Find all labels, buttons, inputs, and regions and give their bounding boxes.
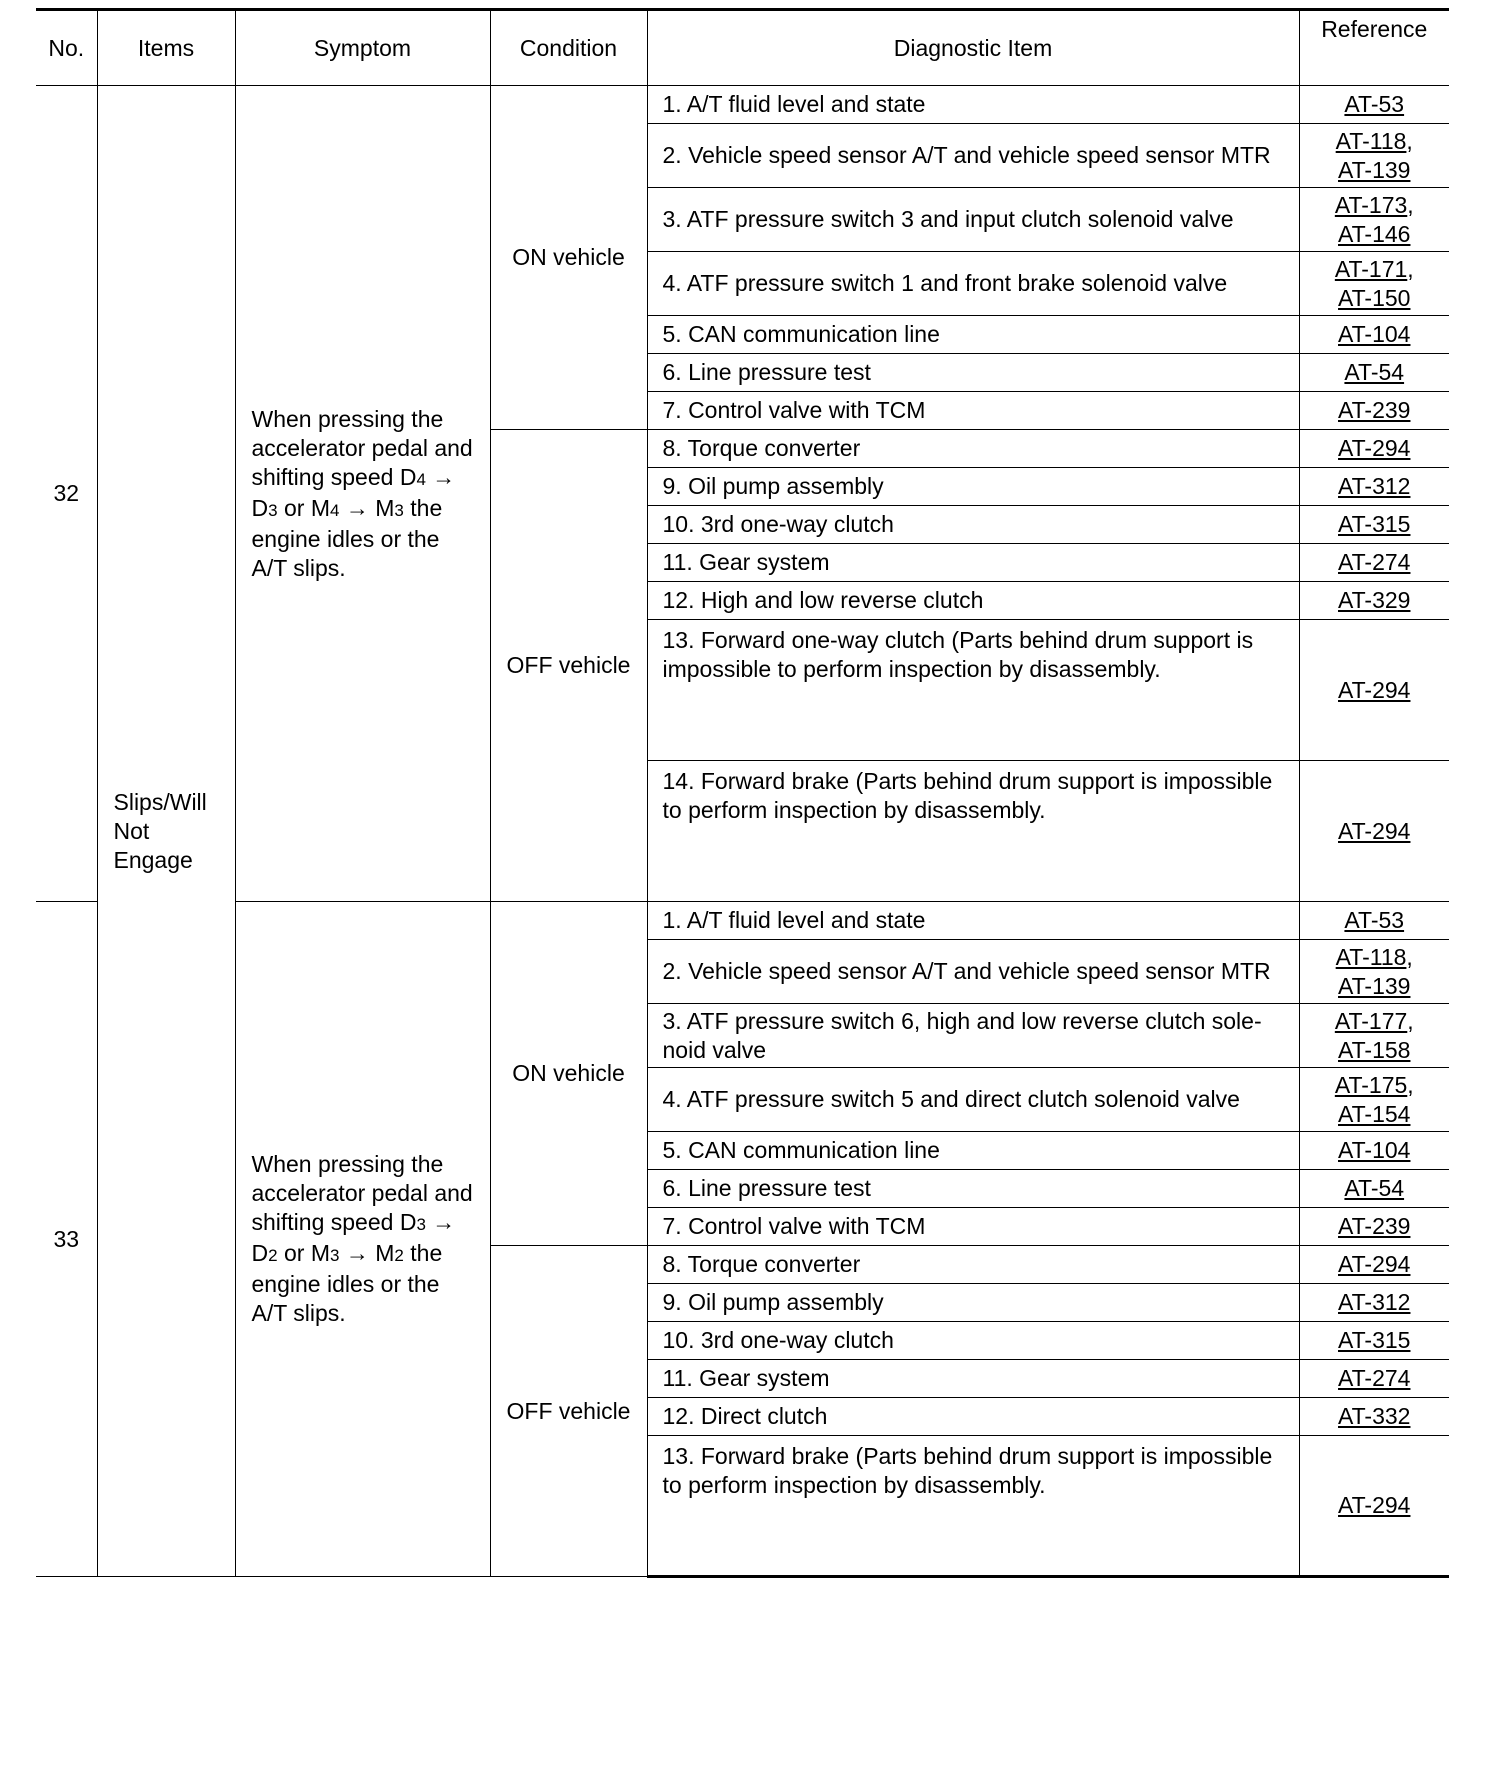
reference-link[interactable]: AT-118	[1335, 943, 1407, 970]
diagnostic-item: 8. Torque converter	[647, 430, 1299, 468]
diagnostic-item: 6. Line pressure test	[647, 354, 1299, 392]
symptom-cell	[235, 902, 490, 1577]
header-items: Items	[97, 10, 235, 86]
reference-link[interactable]: AT-154	[1338, 1100, 1411, 1127]
symptom-cell	[235, 86, 490, 902]
reference-cell	[1299, 1360, 1449, 1398]
header-row	[36, 10, 1449, 86]
gear-subscript: 3	[268, 500, 278, 520]
gear-subscript: 2	[268, 1246, 278, 1265]
table-row	[36, 86, 1449, 124]
reference-link[interactable]: AT-118	[1335, 127, 1407, 154]
reference-cell	[1299, 1246, 1449, 1284]
reference-link[interactable]: AT-139	[1338, 972, 1411, 999]
reference-link[interactable]: AT-177	[1334, 1007, 1408, 1034]
diagnostic-item: 1. A/T fluid level and state	[647, 902, 1299, 940]
diagnostic-item: 9. Oil pump assembly	[647, 1284, 1299, 1322]
symptom-text: or M	[277, 494, 330, 521]
reference-cell: AT-118, AT-139	[1299, 124, 1449, 188]
symptom-text: When pressing the accelerator pedal and shifting speed D	[251, 405, 473, 490]
reference-cell	[1299, 1436, 1449, 1577]
items-cell: Slips/Will Not Engage	[97, 86, 235, 1577]
symptom-text: → D	[251, 463, 456, 521]
symptom-text: → M	[339, 494, 395, 521]
diagnostic-item: 10. 3rd one-way clutch	[647, 506, 1299, 544]
reference-link[interactable]: AT-332	[1338, 1403, 1411, 1429]
diagnostic-item: 10. 3rd one-way clutch	[647, 1322, 1299, 1360]
symptom-text: or M	[277, 1240, 330, 1266]
reference-cell	[1299, 392, 1449, 430]
reference-cell: AT-173, AT-146	[1299, 188, 1449, 252]
reference-link[interactable]: AT-175	[1334, 1071, 1408, 1098]
reference-link[interactable]: AT-104	[1338, 1137, 1411, 1163]
symptom-text: When pressing the accelerator pedal and shifting speed D	[251, 1151, 473, 1235]
reference-link[interactable]: AT-54	[1344, 359, 1405, 385]
reference-link[interactable]: AT-274	[1338, 549, 1411, 575]
symptom-text: the engine idles or the A/T slips.	[251, 1240, 443, 1326]
reference-cell	[1299, 1208, 1449, 1246]
reference-link[interactable]: AT-312	[1338, 473, 1411, 499]
reference-link[interactable]: AT-274	[1338, 1365, 1411, 1391]
gear-subscript: 2	[394, 1246, 404, 1265]
diagnostic-item: 2. Vehicle speed sensor A/T and vehicle speed sensor MTR	[647, 124, 1299, 188]
diagnostic-item: 2. Vehicle speed sensor A/T and vehicle speed sensor MTR	[647, 940, 1299, 1004]
gear-subscript: 3	[329, 1246, 340, 1265]
diagnostic-item: 4. ATF pressure switch 1 and front brake solenoid valve	[647, 252, 1299, 316]
table-row	[36, 902, 1449, 940]
reference-cell	[1299, 316, 1449, 354]
reference-link[interactable]: AT-171	[1334, 255, 1408, 282]
reference-cell	[1299, 468, 1449, 506]
reference-link[interactable]: AT-139	[1338, 156, 1411, 183]
diagnostic-item: 11. Gear system	[647, 544, 1299, 582]
reference-link[interactable]: AT-312	[1338, 1289, 1411, 1315]
reference-cell	[1299, 1322, 1449, 1360]
diagnostic-item: 1. A/T fluid level and state	[647, 86, 1299, 124]
diagnostic-item: 6. Line pressure test	[647, 1170, 1299, 1208]
diagnostic-item: 11. Gear system	[647, 1360, 1299, 1398]
diagnostic-item: 12. Direct clutch	[647, 1398, 1299, 1436]
symptom-text: → M	[339, 1240, 395, 1266]
diagnostic-item: 3. ATF pressure switch 6, high and low reverse clutch sole-noid valve	[647, 1004, 1299, 1068]
header-condition: Condition	[490, 10, 647, 86]
gear-subscript: 3	[416, 1215, 426, 1234]
reference-cell	[1299, 430, 1449, 468]
header-diagnostic-item: Diagnostic Item	[647, 10, 1299, 86]
reference-cell	[1299, 1398, 1449, 1436]
row-number: 33	[36, 902, 97, 1577]
reference-link[interactable]: AT-173	[1334, 191, 1408, 218]
gear-subscript: 4	[329, 500, 340, 520]
symptom-text: → D	[251, 1209, 456, 1266]
diagnostic-item: 13. Forward one-way clutch (Parts behind drum support is impossible to perform inspection by disassembly.	[647, 620, 1299, 761]
reference-link[interactable]: AT-329	[1338, 587, 1411, 613]
diagnostic-item: 7. Control valve with TCM	[647, 392, 1299, 430]
reference-cell: AT-177, AT-158	[1299, 1004, 1449, 1068]
reference-link[interactable]: AT-294	[1338, 435, 1411, 461]
reference-link[interactable]: AT-54	[1344, 1175, 1405, 1201]
header-no: No.	[36, 10, 97, 86]
diagnostic-item: 7. Control valve with TCM	[647, 1208, 1299, 1246]
reference-cell	[1299, 902, 1449, 940]
diagnostic-item: 14. Forward brake (Parts behind drum support is impossible to perform inspection by disassembly.	[647, 761, 1299, 902]
gear-subscript: 4	[416, 469, 426, 489]
reference-cell: AT-175, AT-154	[1299, 1068, 1449, 1132]
symptom-text: the engine idles or the A/T slips.	[251, 494, 443, 581]
diagnostic-item: 8. Torque converter	[647, 1246, 1299, 1284]
reference-link[interactable]: AT-146	[1338, 220, 1411, 247]
diagnostic-item: 5. CAN communication line	[647, 1132, 1299, 1170]
reference-link[interactable]: AT-239	[1338, 397, 1411, 423]
reference-cell: AT-118, AT-139	[1299, 940, 1449, 1004]
reference-cell: AT-171, AT-150	[1299, 252, 1449, 316]
reference-cell	[1299, 506, 1449, 544]
reference-link[interactable]: AT-239	[1338, 1213, 1411, 1239]
reference-cell	[1299, 544, 1449, 582]
reference-cell	[1299, 1170, 1449, 1208]
reference-cell	[1299, 1132, 1449, 1170]
condition-off-vehicle: OFF vehicle	[490, 430, 647, 902]
reference-cell	[1299, 761, 1449, 902]
reference-cell	[1299, 1284, 1449, 1322]
reference-cell	[1299, 620, 1449, 761]
header-reference: Reference	[1299, 10, 1449, 86]
condition-on-vehicle: ON vehicle	[490, 86, 647, 430]
condition-off-vehicle: OFF vehicle	[490, 1246, 647, 1577]
diagnostic-item: 5. CAN communication line	[647, 316, 1299, 354]
diagnostic-item: 3. ATF pressure switch 3 and input clutch solenoid valve	[647, 188, 1299, 252]
row-number: 32	[36, 86, 97, 902]
reference-link[interactable]: AT-294	[1338, 1492, 1411, 1518]
diagnostic-item: 12. High and low reverse clutch	[647, 582, 1299, 620]
reference-link[interactable]: AT-294	[1338, 1251, 1411, 1277]
reference-link[interactable]: AT-53	[1344, 91, 1405, 117]
reference-link[interactable]: AT-294	[1338, 817, 1411, 844]
reference-link[interactable]: AT-315	[1338, 511, 1411, 537]
reference-link[interactable]: AT-104	[1338, 321, 1411, 347]
diagnostic-item: 4. ATF pressure switch 5 and direct clutch solenoid valve	[647, 1068, 1299, 1132]
reference-link[interactable]: AT-294	[1338, 676, 1411, 703]
diagnostic-item: 9. Oil pump assembly	[647, 468, 1299, 506]
diagnosis-table	[36, 8, 1449, 1578]
condition-on-vehicle: ON vehicle	[490, 902, 647, 1246]
reference-cell	[1299, 582, 1449, 620]
gear-subscript: 3	[394, 500, 404, 520]
reference-link[interactable]: AT-315	[1338, 1327, 1411, 1353]
reference-cell	[1299, 354, 1449, 392]
reference-cell	[1299, 86, 1449, 124]
header-symptom: Symptom	[235, 10, 490, 86]
reference-link[interactable]: AT-150	[1338, 284, 1411, 311]
reference-link[interactable]: AT-53	[1344, 907, 1405, 933]
diagnostic-item: 13. Forward brake (Parts behind drum support is impossible to perform inspection by disassembly.	[647, 1436, 1299, 1577]
reference-link[interactable]: AT-158	[1338, 1036, 1411, 1063]
